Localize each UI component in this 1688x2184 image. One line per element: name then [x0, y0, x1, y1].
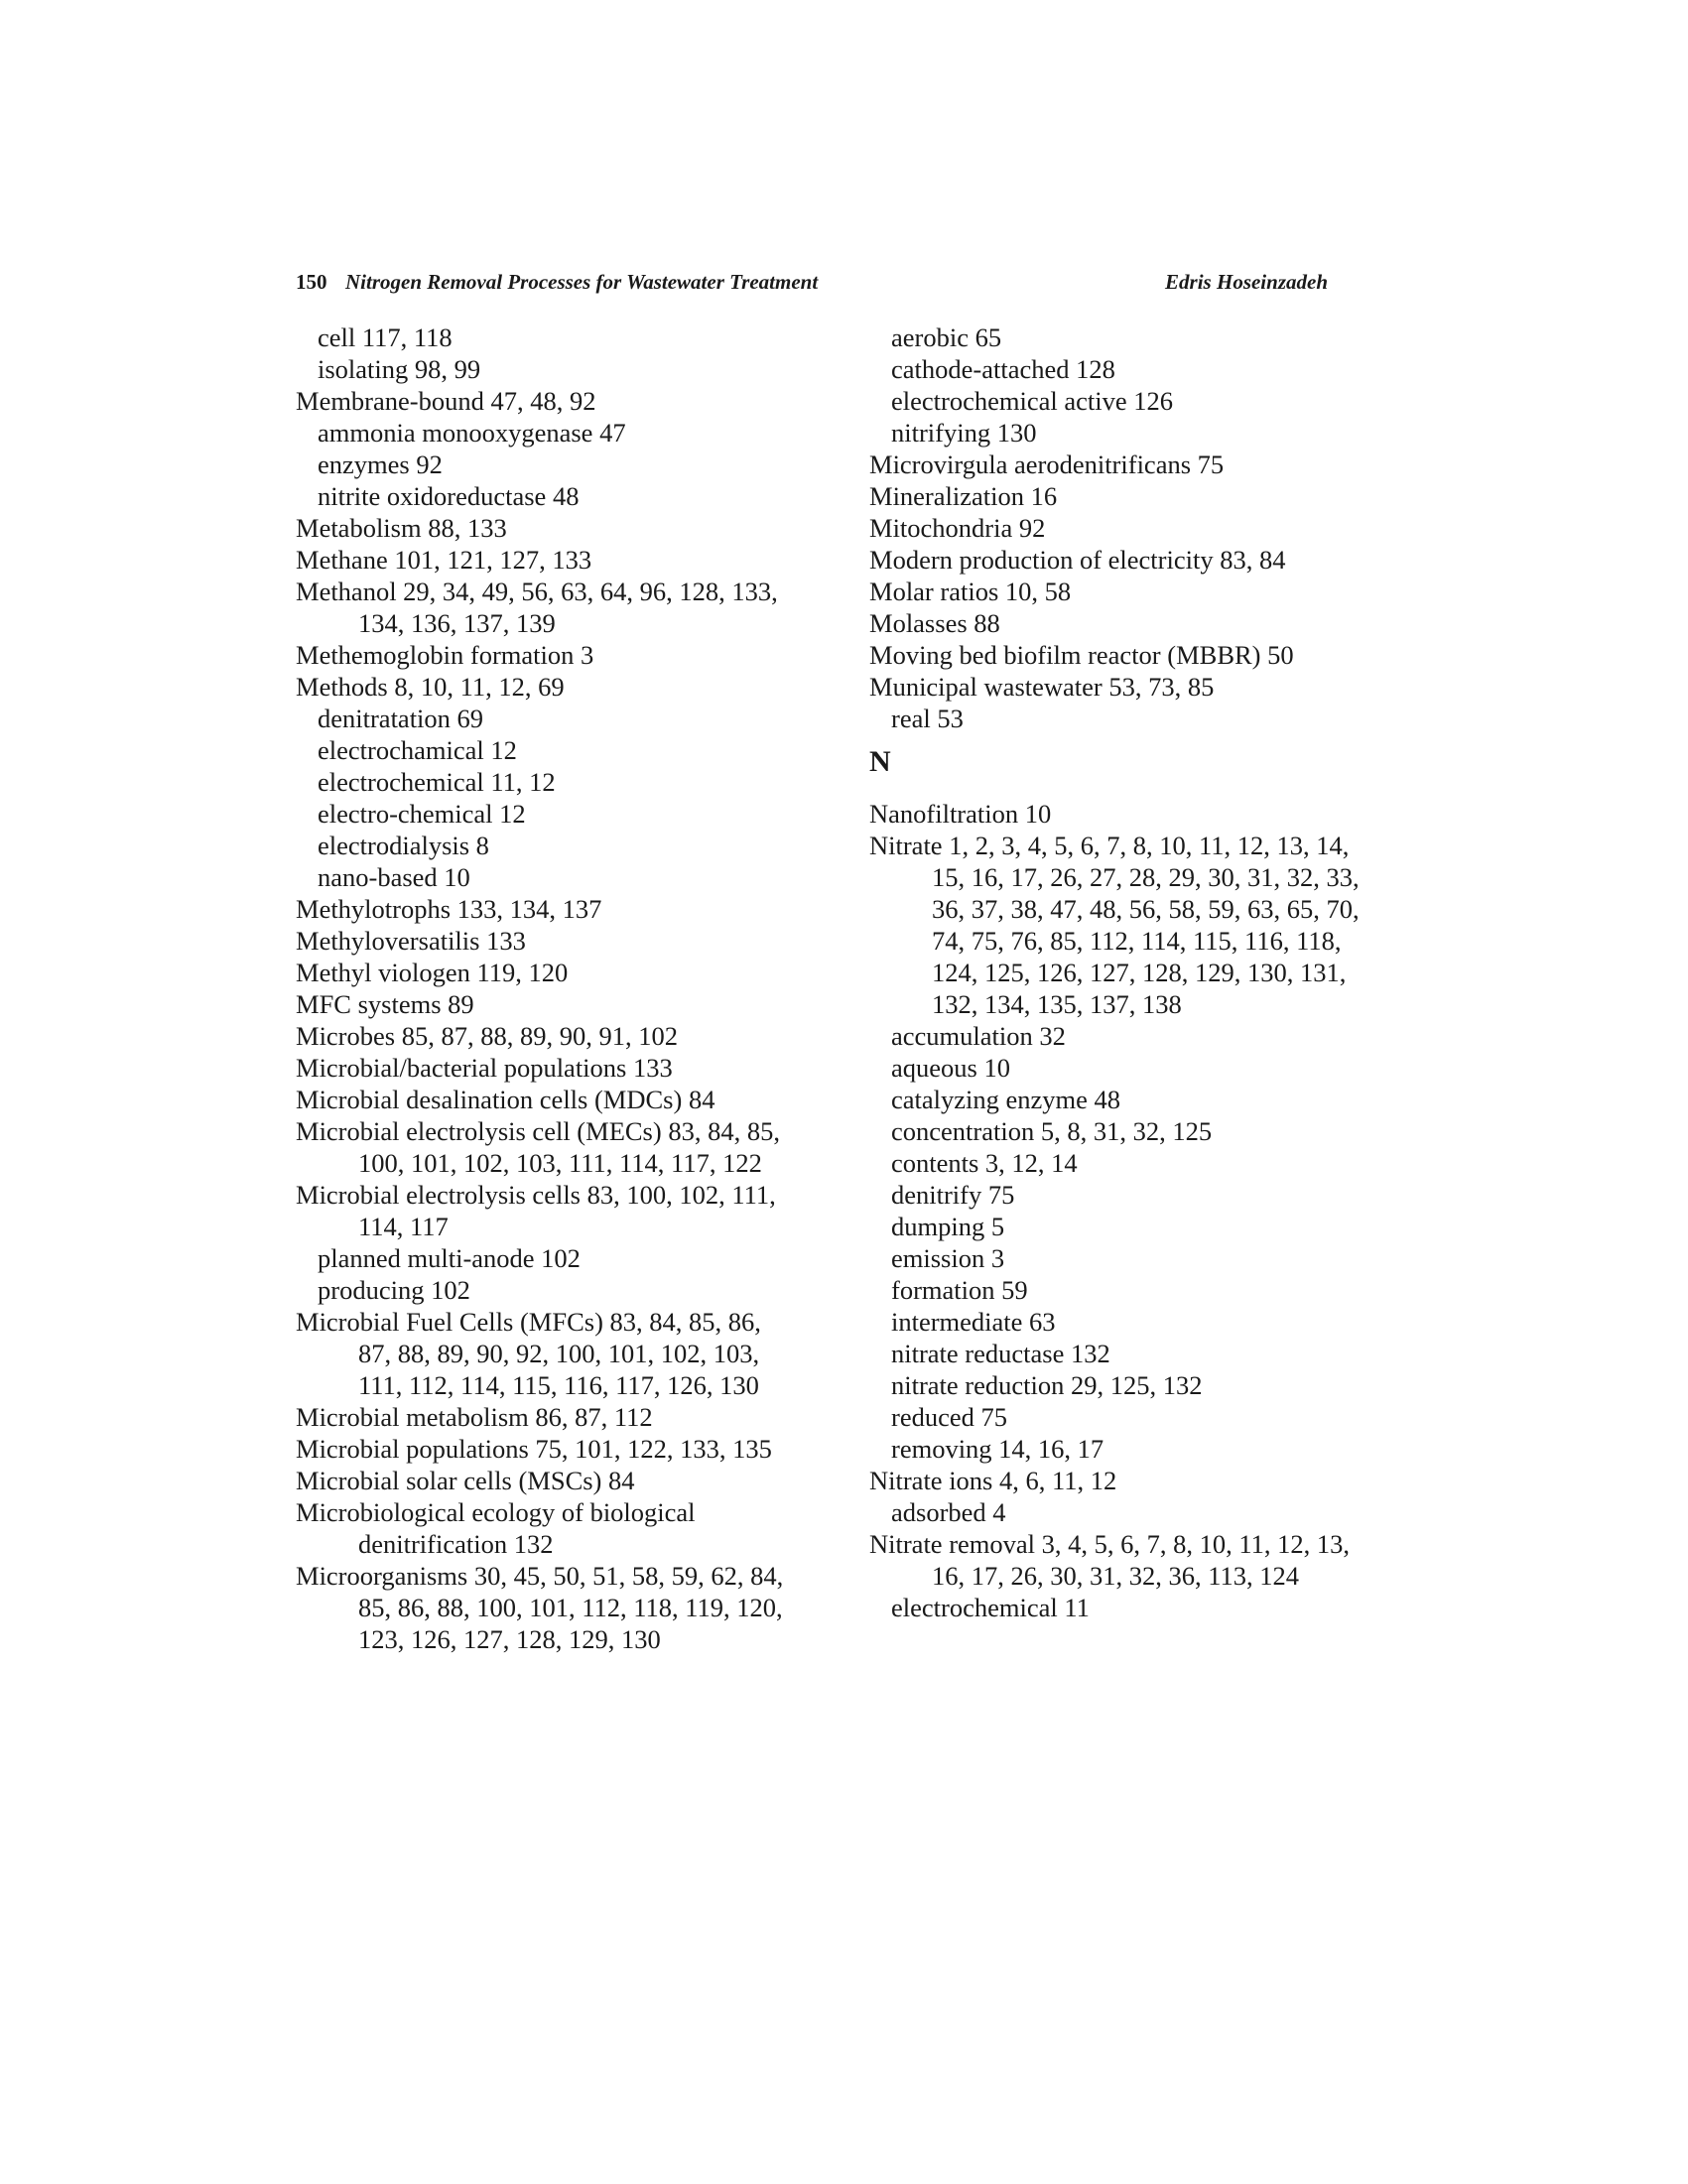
- index-subentry: electrochemical 11, 12: [318, 767, 556, 797]
- index-entry: Microbial solar cells (MSCs) 84: [296, 1466, 635, 1495]
- index-entry: Microorganisms 30, 45, 50, 51, 58, 59, 62, 84,: [296, 1561, 784, 1591]
- index-subentry: adsorbed 4: [891, 1497, 1006, 1527]
- index-subentry: isolating 98, 99: [318, 354, 481, 384]
- index-subentry: nitrifying 130: [891, 418, 1037, 448]
- index-subentry: emission 3: [891, 1243, 1005, 1273]
- index-subentry: nitrite oxidoreductase 48: [318, 481, 580, 511]
- index-subentry: producing 102: [318, 1275, 470, 1305]
- index-entry: Membrane-bound 47, 48, 92: [296, 386, 596, 416]
- section-letter-heading: N: [869, 745, 891, 778]
- index-entry: Nanofiltration 10: [869, 799, 1052, 829]
- index-entry: Methods 8, 10, 11, 12, 69: [296, 672, 565, 702]
- index-subentry: denitrify 75: [891, 1180, 1015, 1210]
- index-entry: Moving bed biofilm reactor (MBBR) 50: [869, 640, 1294, 670]
- index-entry-continuation: 124, 125, 126, 127, 128, 129, 130, 131,: [932, 958, 1347, 987]
- index-subentry: electrodialysis 8: [318, 831, 489, 860]
- index-subentry: intermediate 63: [891, 1307, 1056, 1337]
- author-name: Edris Hoseinzadeh: [1165, 270, 1328, 294]
- index-entry: Modern production of electricity 83, 84: [869, 545, 1286, 575]
- index-entry: Metabolism 88, 133: [296, 513, 507, 543]
- index-entry-continuation: 132, 134, 135, 137, 138: [932, 989, 1182, 1019]
- index-entry-continuation: 87, 88, 89, 90, 92, 100, 101, 102, 103,: [358, 1339, 760, 1368]
- index-subentry: formation 59: [891, 1275, 1028, 1305]
- index-entry: Microvirgula aerodenitrificans 75: [869, 450, 1225, 479]
- index-entry-continuation: 16, 17, 26, 30, 31, 32, 36, 113, 124: [932, 1561, 1300, 1591]
- index-entry: Nitrate removal 3, 4, 5, 6, 7, 8, 10, 11, 12, 13,: [869, 1529, 1351, 1559]
- index-entry-continuation: 134, 136, 137, 139: [358, 608, 556, 638]
- index-group-n: [869, 798, 1385, 1623]
- index-entry: Mineralization 16: [869, 481, 1058, 511]
- index-entry: Molasses 88: [869, 608, 1000, 638]
- index-subentry: electro-chemical 12: [318, 799, 526, 829]
- index-entry: Methemoglobin formation 3: [296, 640, 594, 670]
- page-number: 150: [296, 270, 327, 294]
- index-entry: Microbiological ecology of biological: [296, 1497, 696, 1527]
- index-entry-continuation: 15, 16, 17, 26, 27, 28, 29, 30, 31, 32, 33,: [932, 862, 1360, 892]
- index-entry: Microbes 85, 87, 88, 89, 90, 91, 102: [296, 1021, 678, 1051]
- index-entry: Microbial metabolism 86, 87, 112: [296, 1402, 653, 1432]
- index-column-left: [296, 321, 812, 1655]
- index-subentry: contents 3, 12, 14: [891, 1148, 1078, 1178]
- index-entry-continuation: denitrification 132: [358, 1529, 554, 1559]
- index-entry-continuation: 100, 101, 102, 103, 111, 114, 117, 122: [358, 1148, 762, 1178]
- index-entry: Mitochondria 92: [869, 513, 1046, 543]
- index-entry: Methanol 29, 34, 49, 56, 63, 64, 96, 128, 133,: [296, 577, 778, 606]
- index-entry: Methylotrophs 133, 134, 137: [296, 894, 602, 924]
- index-subentry: cathode-attached 128: [891, 354, 1115, 384]
- index-entry-continuation: 114, 117: [358, 1212, 449, 1241]
- index-subentry: cell 117, 118: [318, 322, 453, 352]
- index-entry: Methyl viologen 119, 120: [296, 958, 569, 987]
- index-group-m-continued: [869, 321, 1385, 734]
- index-subentry: accumulation 32: [891, 1021, 1066, 1051]
- index-subentry: real 53: [891, 704, 964, 733]
- index-subentry: aerobic 65: [891, 322, 1002, 352]
- index-entry: Microbial/bacterial populations 133: [296, 1053, 673, 1083]
- index-subentry: removing 14, 16, 17: [891, 1434, 1104, 1464]
- index-entry-continuation: 36, 37, 38, 47, 48, 56, 58, 59, 63, 65, 70,: [932, 894, 1360, 924]
- index-entry: Methane 101, 121, 127, 133: [296, 545, 592, 575]
- index-subentry: enzymes 92: [318, 450, 443, 479]
- index-entry: Molar ratios 10, 58: [869, 577, 1072, 606]
- index-subentry: concentration 5, 8, 31, 32, 125: [891, 1116, 1213, 1146]
- index-subentry: electrochemical 11: [891, 1593, 1090, 1622]
- index-entry: Microbial electrolysis cell (MECs) 83, 84, 85,: [296, 1116, 780, 1146]
- running-head: [296, 270, 1328, 300]
- index-entry: MFC systems 89: [296, 989, 474, 1019]
- index-entry: Microbial Fuel Cells (MFCs) 83, 84, 85, 86,: [296, 1307, 761, 1337]
- index-subentry: nitrate reductase 132: [891, 1339, 1110, 1368]
- index-subentry: aqueous 10: [891, 1053, 1010, 1083]
- book-title: Nitrogen Removal Processes for Wastewater Treatment: [345, 270, 819, 294]
- index-subentry: electrochamical 12: [318, 735, 517, 765]
- index-subentry: nitrate reduction 29, 125, 132: [891, 1370, 1203, 1400]
- index-entry: Nitrate 1, 2, 3, 4, 5, 6, 7, 8, 10, 11, 12, 13, 14,: [869, 831, 1350, 860]
- index-entry: Microbial desalination cells (MDCs) 84: [296, 1085, 715, 1114]
- index-entry-continuation: 74, 75, 76, 85, 112, 114, 115, 116, 118,: [932, 926, 1342, 956]
- index-entry: Methyloversatilis 133: [296, 926, 526, 956]
- index-subentry: catalyzing enzyme 48: [891, 1085, 1121, 1114]
- index-entry: Nitrate ions 4, 6, 11, 12: [869, 1466, 1117, 1495]
- index-subentry: reduced 75: [891, 1402, 1007, 1432]
- index-entry-continuation: 85, 86, 88, 100, 101, 112, 118, 119, 120,: [358, 1593, 783, 1622]
- index-entry: Microbial electrolysis cells 83, 100, 102, 111,: [296, 1180, 776, 1210]
- index-entry-continuation: 123, 126, 127, 128, 129, 130: [358, 1624, 661, 1654]
- index-subentry: nano-based 10: [318, 862, 470, 892]
- index-subentry: denitratation 69: [318, 704, 484, 733]
- index-entry: Municipal wastewater 53, 73, 85: [869, 672, 1215, 702]
- index-subentry: electrochemical active 126: [891, 386, 1173, 416]
- index-subentry: ammonia monooxygenase 47: [318, 418, 626, 448]
- index-subentry: dumping 5: [891, 1212, 1005, 1241]
- index-subentry: planned multi-anode 102: [318, 1243, 581, 1273]
- index-entry-continuation: 111, 112, 114, 115, 116, 117, 126, 130: [358, 1370, 759, 1400]
- index-entry: Microbial populations 75, 101, 122, 133, 135: [296, 1434, 772, 1464]
- index-column-right: [869, 321, 1385, 1623]
